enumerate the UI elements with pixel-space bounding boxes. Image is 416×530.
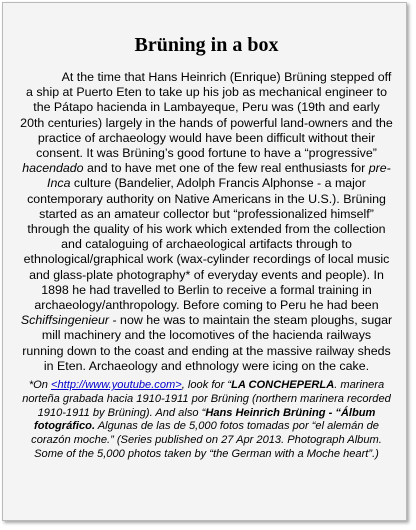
footnote [20, 379, 393, 462]
footnote-title-album: Hans Heinrich Brüning - “Álbum fotográfico. [34, 406, 376, 433]
article-box [2, 2, 407, 521]
term-schiffsingenieur: Schiffsingenieur [20, 313, 110, 328]
footnote-text-2: , look for “ [181, 379, 232, 392]
footnote-title-concheperla: LA CONCHEPERLA [231, 379, 335, 392]
footnote-text-4: Algunas de las de 5,000 fotos tomadas por “el alemán de corazón moche.” (Series published on 27 Apr 2013. Photograph Album. Some of the 5,000 photos taken by “the German with a Moche heart”.) [31, 420, 382, 461]
paragraph-text-2: and to have met one of the few real enthusiasts for [83, 161, 369, 176]
footnote-text-1: *On [28, 379, 52, 392]
paragraph-text-4: - now he was to maintain the steam ploughs, sugar mill machinery and the locomotives of the hacienda railways running down to the coast and ending at the massive railway sheds in Eten. Archaeology and ethnology were icing on the cake. [22, 313, 393, 373]
article-paragraph [20, 70, 393, 374]
footnote-text-3: . marinera norteña grabada hacia 1910-1911 por Brüning (northern marinera recorded 1910-1911 by Brüning). And also “ [22, 379, 391, 419]
term-pre-inca: pre-Inca [47, 161, 391, 191]
term-hacendado: hacendado [22, 161, 84, 176]
paragraph-text-3: culture (Bandelier, Adolph Francis Alphonse - a major contemporary authority on Native Americans in the U.S.). Brüning started as an amateur collector but “professionalized himself” through the quality of his work which extended from the collection and cataloguing of archaeological artifacts through to ethnological/graphical work (wax-cylinder recordings of local music and glass-plate photography* of everyday events and people). In 1898 he had travelled to Berlin to receive a formal training in archaeology/anthropology. Before coming to Peru he had been [23, 176, 390, 313]
article-title: Brüning in a box [134, 34, 279, 56]
paragraph-text-1: At the time that Hans Heinrich (Enrique) Brüning stepped off a ship at Puerto Eten to take up his job as mechanical engineer to the Pátapo hacienda in Lambayeque, Peru was (19th and early 20th centuries) largely in the hands of powerful land-owners and the practice of archaeology would have been difficult without their consent. It was Brüning’s good fortune to have a “progressive” [20, 70, 393, 161]
youtube-link[interactable]: <http://www.youtube.com> [51, 379, 182, 392]
